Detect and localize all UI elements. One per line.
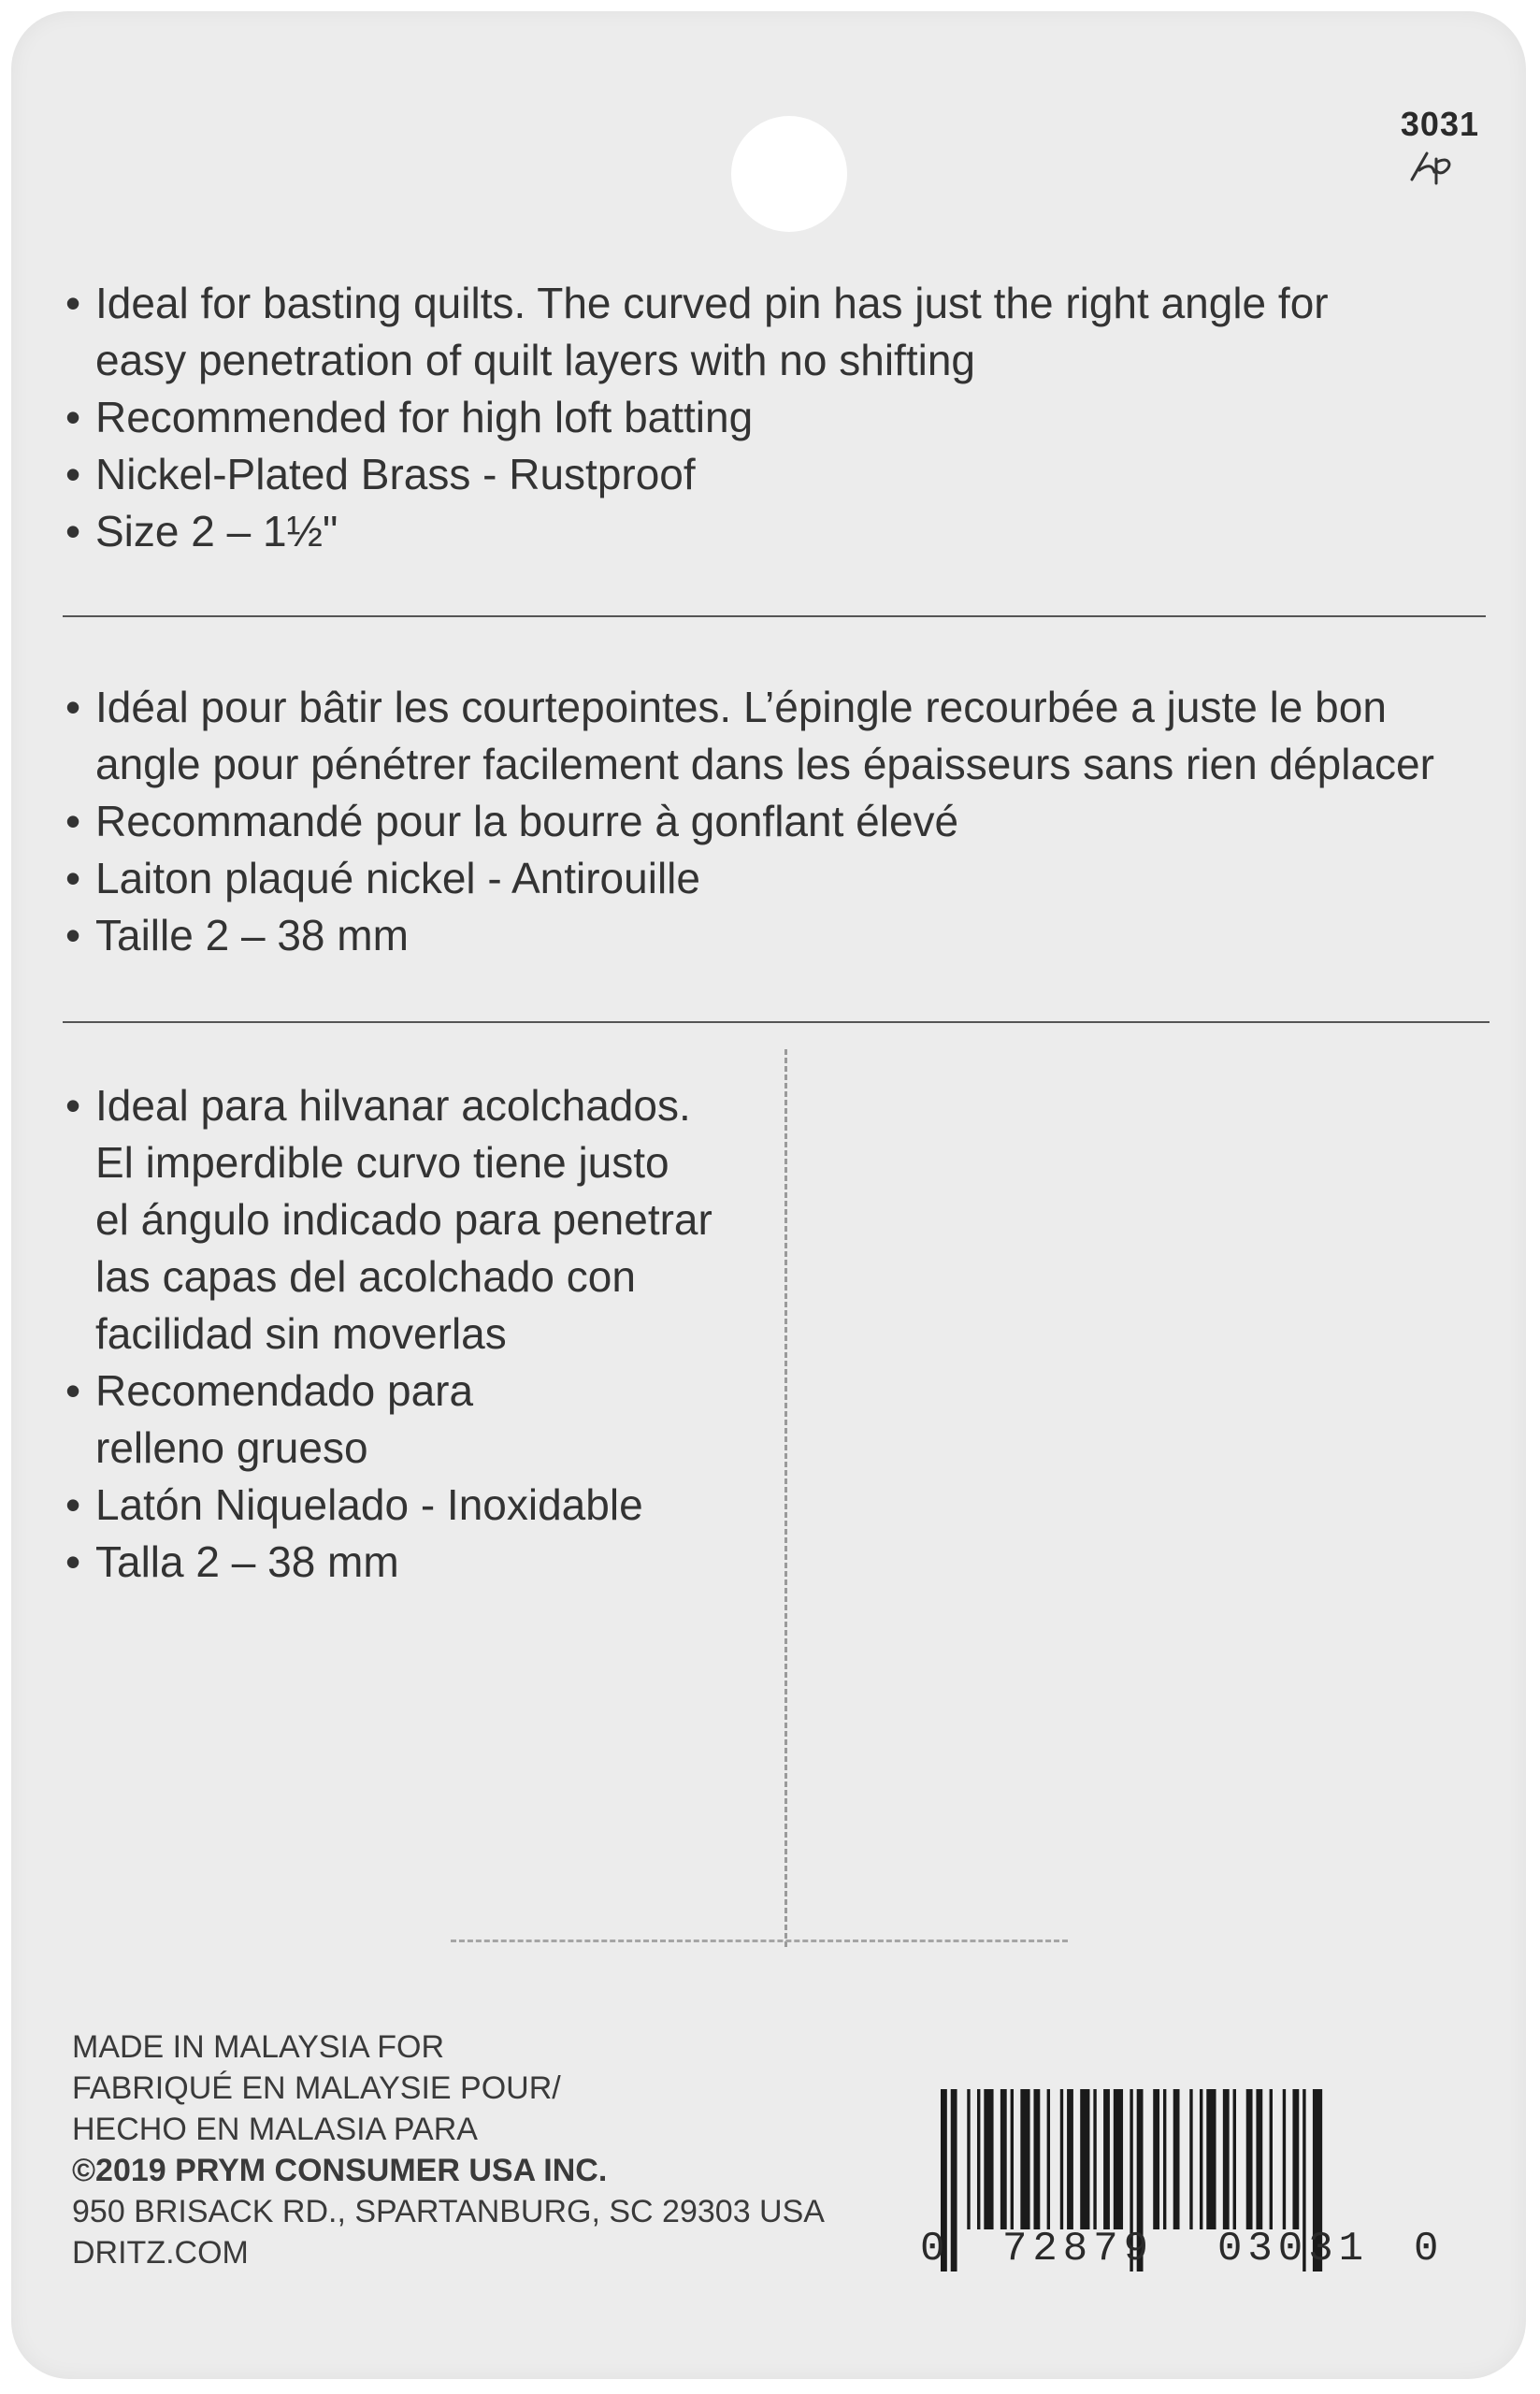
list-item: • Talla 2 – 38 mm bbox=[65, 1534, 739, 1591]
address-line: 950 BRISACK RD., SPARTANBURG, SC 29303 USA bbox=[72, 2194, 825, 2229]
barcode-bar bbox=[1173, 2089, 1180, 2229]
barcode-bar bbox=[1080, 2089, 1089, 2229]
barcode-bar bbox=[1200, 2089, 1202, 2229]
barcode-bar bbox=[1223, 2089, 1230, 2229]
list-item: • Nickel-Plated Brass - Rustproof bbox=[65, 446, 1431, 503]
list-item: • Recommandé pour la bourre à gonflant élevé bbox=[65, 793, 1477, 850]
barcode-bar bbox=[1292, 2089, 1299, 2229]
barcode-bar bbox=[967, 2089, 970, 2229]
product-card-back bbox=[11, 11, 1526, 2379]
barcode-bar bbox=[1246, 2089, 1253, 2229]
manufacturer-info bbox=[72, 2026, 825, 2273]
list-item: • Recommended for high loft batting bbox=[65, 389, 1431, 446]
barcode-bar bbox=[1270, 2089, 1273, 2229]
list-item: • Size 2 – 1½" bbox=[65, 503, 1431, 560]
spanish-bullet-list bbox=[65, 1077, 739, 1591]
list-item: • Laiton plaqué nickel - Antirouille bbox=[65, 850, 1477, 907]
list-item: • Ideal para hilvanar acolchados. El imperdible curvo tiene justo el ángulo indicado para penetrar las capas del acolchado con facilidad sin moverlas bbox=[65, 1077, 712, 1363]
barcode-last-digit: 0 bbox=[1414, 2226, 1439, 2272]
barcode-bar bbox=[1189, 2089, 1192, 2229]
blister-outline-horizontal bbox=[451, 1940, 1068, 1942]
section-divider bbox=[63, 615, 1486, 617]
barcode-first-digit: 0 bbox=[920, 2226, 945, 2272]
english-section bbox=[65, 275, 1431, 560]
barcode-bar bbox=[1093, 2089, 1096, 2229]
spanish-section bbox=[65, 1077, 739, 1591]
barcode-bar bbox=[1067, 2089, 1073, 2229]
barcode-bar bbox=[1047, 2089, 1050, 2229]
barcode-bar bbox=[1283, 2089, 1286, 2229]
list-item: • Latón Niquelado - Inoxidable bbox=[65, 1477, 739, 1534]
list-item: • Idéal pour bâtir les courtepointes. L’épingle recourbée a juste le bon angle pour pénétrer facilement dans les épaisseurs sans rien déplacer bbox=[65, 679, 1479, 793]
list-item: • Ideal for basting quilts. The curved pin has just the right angle for easy penetration of quilt layers with no shifting bbox=[65, 275, 1414, 389]
barcode-bar bbox=[1103, 2089, 1110, 2229]
french-bullet-list bbox=[65, 679, 1477, 964]
barcode-bar bbox=[1163, 2089, 1166, 2229]
barcode-right-group: 03031 bbox=[1217, 2226, 1370, 2272]
list-item: • Taille 2 – 38 mm bbox=[65, 907, 1477, 964]
hang-hole bbox=[731, 116, 847, 232]
barcode-bar bbox=[984, 2089, 993, 2229]
section-divider bbox=[63, 1021, 1490, 1023]
sku-number: 3031 bbox=[1400, 105, 1479, 143]
barcode-bar bbox=[1256, 2089, 1262, 2229]
made-in-english: MADE IN MALAYSIA FOR bbox=[72, 2029, 445, 2065]
copyright-line: ©2019 PRYM CONSUMER USA INC. bbox=[72, 2153, 608, 2188]
french-section bbox=[65, 679, 1477, 964]
barcode-left-group: 72879 bbox=[1002, 2226, 1155, 2272]
barcode-bar bbox=[1060, 2089, 1063, 2229]
barcode-bar bbox=[1153, 2089, 1159, 2229]
website: DRITZ.COM bbox=[72, 2235, 249, 2271]
handwritten-mark bbox=[1406, 144, 1462, 185]
english-bullet-list bbox=[65, 275, 1431, 560]
list-item: • Recomendado para relleno grueso bbox=[65, 1363, 507, 1477]
barcode-bar bbox=[1233, 2089, 1236, 2229]
barcode-bar bbox=[1033, 2089, 1040, 2229]
barcode-bar bbox=[1114, 2089, 1123, 2229]
barcode-bar bbox=[1020, 2089, 1029, 2229]
made-in-spanish: HECHO EN MALASIA PARA bbox=[72, 2112, 478, 2147]
barcode-bar bbox=[1011, 2089, 1014, 2229]
barcode-bar bbox=[977, 2089, 980, 2229]
barcode-bar bbox=[1000, 2089, 1007, 2229]
made-in-french: FABRIQUÉ EN MALAYSIE POUR/ bbox=[72, 2070, 561, 2106]
blister-outline-vertical bbox=[784, 1049, 787, 1947]
barcode-bar bbox=[1206, 2089, 1216, 2229]
barcode-bar bbox=[951, 2089, 957, 2271]
